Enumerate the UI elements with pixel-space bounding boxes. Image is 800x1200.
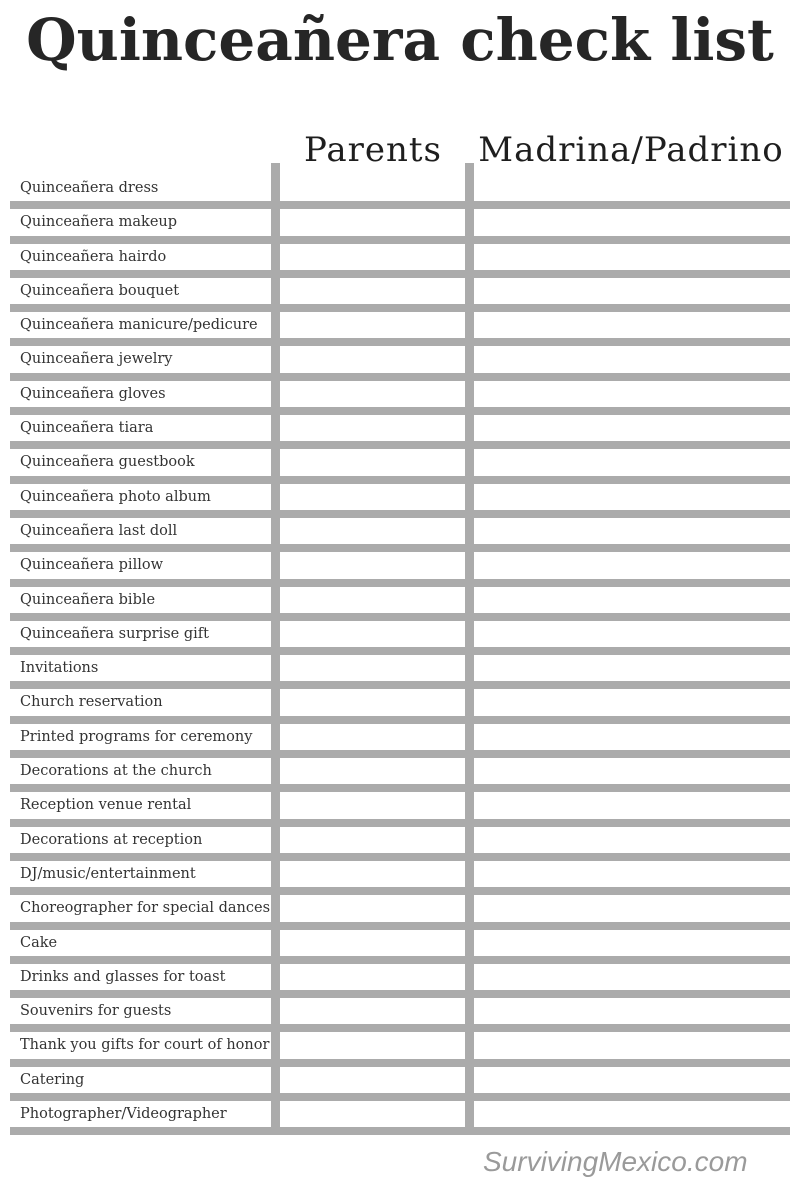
page-title: Quinceañera check list bbox=[26, 6, 774, 74]
item-label: Quinceañera guestbook bbox=[20, 454, 195, 471]
item-label: DJ/music/entertainment bbox=[20, 865, 196, 882]
item-label: Thank you gifts for court of honor bbox=[20, 1037, 270, 1054]
item-label: Photographer/Videographer bbox=[20, 1106, 227, 1123]
parents-cell bbox=[280, 415, 465, 441]
madrina-padrino-cell bbox=[474, 724, 790, 750]
parents-cell bbox=[280, 964, 465, 990]
madrina-padrino-cell bbox=[474, 175, 790, 201]
parents-cell bbox=[280, 346, 465, 372]
parents-cell bbox=[280, 1101, 465, 1127]
parents-cell bbox=[280, 175, 465, 201]
madrina-padrino-cell bbox=[474, 484, 790, 510]
checklist-row bbox=[10, 449, 790, 483]
madrina-padrino-cell bbox=[474, 415, 790, 441]
madrina-padrino-cell bbox=[474, 930, 790, 956]
item-label: Quinceañera gloves bbox=[20, 385, 166, 402]
parents-cell bbox=[280, 895, 465, 921]
madrina-padrino-cell bbox=[474, 518, 790, 544]
checklist-row bbox=[10, 998, 790, 1032]
checklist-row bbox=[10, 415, 790, 449]
checklist-row bbox=[10, 1067, 790, 1101]
checklist-row bbox=[10, 861, 790, 895]
parents-cell bbox=[280, 484, 465, 510]
madrina-padrino-cell bbox=[474, 1067, 790, 1093]
madrina-padrino-cell bbox=[474, 689, 790, 715]
item-label: Decorations at reception bbox=[20, 831, 203, 848]
madrina-padrino-cell bbox=[474, 998, 790, 1024]
madrina-padrino-cell bbox=[474, 895, 790, 921]
madrina-padrino-cell bbox=[474, 244, 790, 270]
item-label: Quinceañera tiara bbox=[20, 420, 154, 437]
item-label: Church reservation bbox=[20, 694, 163, 711]
item-label: Choreographer for special dances bbox=[20, 900, 271, 917]
checklist-row bbox=[10, 1032, 790, 1066]
checklist-row bbox=[10, 244, 790, 278]
item-label: Reception venue rental bbox=[20, 797, 192, 814]
item-label: Quinceañera last doll bbox=[20, 522, 178, 539]
checklist-row bbox=[10, 587, 790, 621]
madrina-padrino-cell bbox=[474, 346, 790, 372]
checklist-row bbox=[10, 724, 790, 758]
parents-cell bbox=[280, 621, 465, 647]
parents-cell bbox=[280, 758, 465, 784]
column-headers bbox=[0, 131, 800, 169]
parents-cell bbox=[280, 689, 465, 715]
parents-cell bbox=[280, 278, 465, 304]
parents-cell bbox=[280, 312, 465, 338]
column-divider-2 bbox=[465, 163, 474, 1135]
parents-cell bbox=[280, 587, 465, 613]
madrina-padrino-cell bbox=[474, 587, 790, 613]
checklist-row bbox=[10, 209, 790, 243]
item-label: Quinceañera pillow bbox=[20, 557, 163, 574]
parents-cell bbox=[280, 724, 465, 750]
madrina-padrino-cell bbox=[474, 621, 790, 647]
madrina-padrino-cell bbox=[474, 381, 790, 407]
madrina-padrino-cell bbox=[474, 827, 790, 853]
checklist-table bbox=[10, 175, 790, 1135]
column-header-parents: Parents bbox=[303, 130, 442, 170]
madrina-padrino-cell bbox=[474, 758, 790, 784]
item-label: Cake bbox=[20, 934, 58, 951]
checklist-row bbox=[10, 964, 790, 998]
checklist-row bbox=[10, 381, 790, 415]
checklist-row bbox=[10, 484, 790, 518]
checklist-row bbox=[10, 346, 790, 380]
item-label: Souvenirs for guests bbox=[20, 1003, 172, 1020]
footer-credit: SurvivingMexico.com bbox=[483, 1146, 748, 1177]
madrina-padrino-cell bbox=[474, 552, 790, 578]
item-label: Quinceañera manicure/pedicure bbox=[20, 317, 258, 334]
item-label: Quinceañera bouquet bbox=[20, 282, 180, 299]
checklist-row bbox=[10, 621, 790, 655]
checklist-row bbox=[10, 689, 790, 723]
item-label: Decorations at the church bbox=[20, 763, 212, 780]
checklist-row bbox=[10, 930, 790, 964]
checklist-row bbox=[10, 518, 790, 552]
item-label: Quinceañera makeup bbox=[20, 214, 178, 231]
checklist-row bbox=[10, 792, 790, 826]
parents-cell bbox=[280, 244, 465, 270]
item-label: Printed programs for ceremony bbox=[20, 728, 253, 745]
parents-cell bbox=[280, 449, 465, 475]
item-label: Quinceañera surprise gift bbox=[20, 625, 209, 642]
parents-cell bbox=[280, 861, 465, 887]
madrina-padrino-cell bbox=[474, 792, 790, 818]
checklist-row bbox=[10, 827, 790, 861]
parents-cell bbox=[280, 827, 465, 853]
parents-cell bbox=[280, 998, 465, 1024]
item-label: Catering bbox=[20, 1071, 85, 1088]
parents-cell bbox=[280, 552, 465, 578]
checklist-row bbox=[10, 655, 790, 689]
parents-cell bbox=[280, 1067, 465, 1093]
madrina-padrino-cell bbox=[474, 1032, 790, 1058]
parents-cell bbox=[280, 518, 465, 544]
checklist-row bbox=[10, 895, 790, 929]
checklist-row bbox=[10, 1101, 790, 1135]
parents-cell bbox=[280, 1032, 465, 1058]
parents-cell bbox=[280, 930, 465, 956]
checklist-row bbox=[10, 758, 790, 792]
checklist-row bbox=[10, 552, 790, 586]
checklist-row bbox=[10, 278, 790, 312]
item-label: Invitations bbox=[20, 660, 99, 677]
column-header-madrina-padrino: Madrina/Padrino bbox=[478, 130, 784, 170]
madrina-padrino-cell bbox=[474, 278, 790, 304]
checklist-row bbox=[10, 312, 790, 346]
parents-cell bbox=[280, 381, 465, 407]
parents-cell bbox=[280, 209, 465, 235]
item-label: Quinceañera bible bbox=[20, 591, 156, 608]
checklist-row bbox=[10, 175, 790, 209]
parents-cell bbox=[280, 655, 465, 681]
madrina-padrino-cell bbox=[474, 964, 790, 990]
madrina-padrino-cell bbox=[474, 449, 790, 475]
madrina-padrino-cell bbox=[474, 1101, 790, 1127]
madrina-padrino-cell bbox=[474, 209, 790, 235]
item-label: Quinceañera jewelry bbox=[20, 351, 173, 368]
madrina-padrino-cell bbox=[474, 312, 790, 338]
madrina-padrino-cell bbox=[474, 861, 790, 887]
parents-cell bbox=[280, 792, 465, 818]
item-label: Drinks and glasses for toast bbox=[20, 968, 226, 985]
item-label: Quinceañera dress bbox=[20, 180, 159, 196]
item-label: Quinceañera photo album bbox=[20, 488, 211, 505]
column-divider-1 bbox=[271, 163, 280, 1135]
item-label: Quinceañera hairdo bbox=[20, 248, 167, 265]
madrina-padrino-cell bbox=[474, 655, 790, 681]
